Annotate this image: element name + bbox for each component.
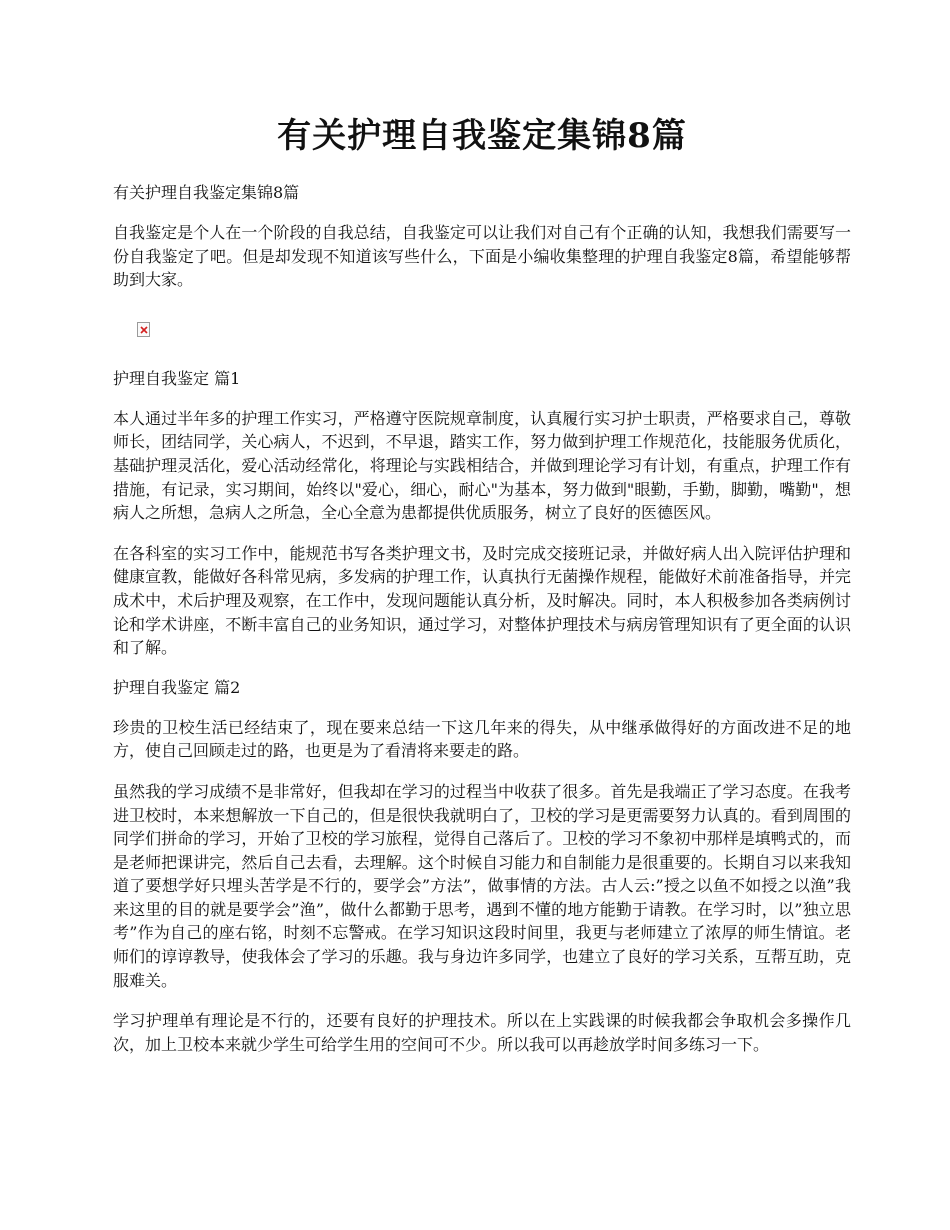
section-heading-2: 护理自我鉴定 篇2 <box>113 677 241 697</box>
section-1-paragraph-1: 本人通过半年多的护理工作实习，严格遵守医院规章制度，认真履行实习护士职责，严格要求自己，尊敬师长，团结同学，关心病人，不迟到，不早退，踏实工作，努力做到护理工作规范化，技能服务优质化，基础护理灵活化，爱心活动经常化，将理论与实践相结合，并做到理论学习有计划，有重点，护理工作有措施，有记录，实习期间，始终以"爱心，细心，耐心"为基本，努力做到"眼勤，手勤，脚勤，嘴勤"，想病人之所想，急病人之所急，全心全意为患都提供优质服务，树立了良好的医德医风。 <box>113 408 851 523</box>
section-2-paragraph-1: 珍贵的卫校生活已经结束了，现在要来总结一下这几年来的得失，从中继承做得好的方面改进不足的地方，使自己回顾走过的路，也更是为了看清将来要走的路。 <box>113 717 851 761</box>
document-page <box>113 0 851 1056</box>
spacer <box>113 337 851 351</box>
intro-paragraph: 自我鉴定是个人在一个阶段的自我总结，自我鉴定可以让我们对自己有个正确的认知，我想我们需要写一份自我鉴定了吧。但是却发现不知道该写些什么，下面是小编收集整理的护理自我鉴定8篇，希望能够帮助到大家。 <box>113 223 851 290</box>
red-x-icon <box>140 326 148 334</box>
document-title: 有关护理自我鉴定集锦8篇 <box>277 116 687 156</box>
section-2-paragraph-2: 虽然我的学习成绩不是非常好，但我却在学习的过程当中收获了很多。首先是我端正了学习态度。在我考进卫校时，本来想解放一下自己的，但是很快我就明白了，卫校的学习是更需要努力认真的。看到周围的同学们拼命的学习，开始了卫校的学习旅程，觉得自己落后了。卫校的学习不象初中那样是填鸭式的，而是老师把课讲完，然后自己去看，去理解。这个时候自习能力和自制能力是很重要的。长期自习以来我知道了要想学好只埋头苦学是不行的，要学会”方法”，做事情的方法。古人云:”授之以鱼不如授之以渔”我来这里的目的就是要学会”渔”，做什么都勤于思考，遇到不懂的地方能勤于请教。在学习时，以”独立思考”作为自己的座右铭，时刻不忘警戒。在学习知识这段时间里，我更与老师建立了浓厚的师生情谊。老师们的谆谆教导，使我体会了学习的乐趣。我与身边许多同学，也建立了良好的学习关系，互帮互助，克服难关。 <box>113 781 851 990</box>
broken-image-icon <box>137 322 150 337</box>
document-subtitle: 有关护理自我鉴定集锦8篇 <box>113 183 300 202</box>
section-heading-1: 护理自我鉴定 篇1 <box>113 368 241 388</box>
section-1-paragraph-2: 在各科室的实习工作中，能规范书写各类护理文书，及时完成交接班记录，并做好病人出入院评估护理和健康宣教，能做好各科常见病，多发病的护理工作，认真执行无菌操作规程，能做好术前准备指导，并完成术中，术后护理及观察，在工作中，发现问题能认真分析，及时解决。同时，本人积极参加各类病例讨论和学术讲座，不断丰富自己的业务知识，通过学习，对整体护理技术与病房管理知识有了更全面的认识和了解。 <box>113 543 851 658</box>
section-2-paragraph-3: 学习护理单有理论是不行的，还要有良好的护理技术。所以在上实践课的时候我都会争取机会多操作几次，加上卫校本来就少学生可给学生用的空间可不少。所以我可以再趁放学时间多练习一下。 <box>113 1011 851 1054</box>
